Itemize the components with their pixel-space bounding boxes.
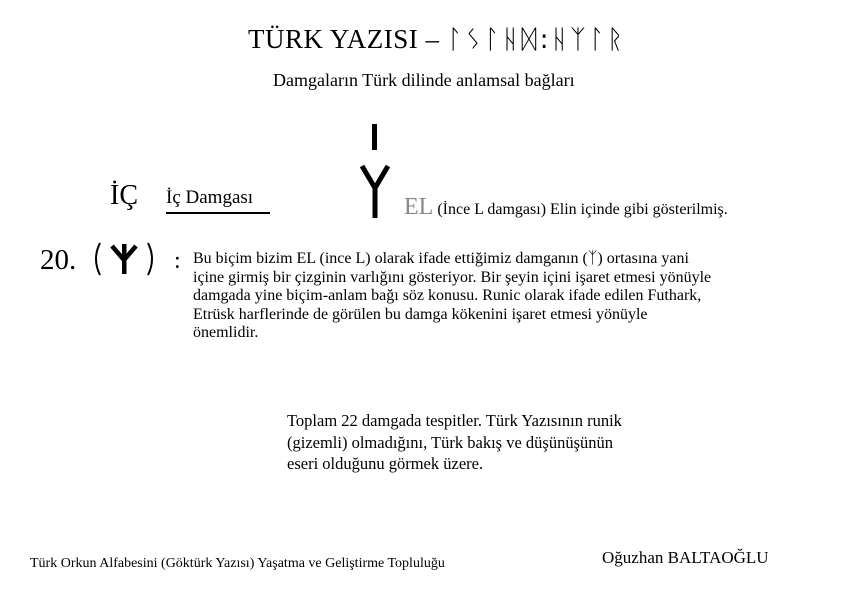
paragraph-line: damgada yine biçim-anlam bağı söz konusu. Runic olarak ifade edilen Futhark, [193, 287, 702, 304]
summary-line: (gizemli) olmadığını, Türk bakış ve düşünüşünün [287, 432, 613, 452]
damga-name: İç Damgası [166, 187, 254, 208]
page-title [248, 24, 626, 55]
trident-stem [122, 244, 127, 274]
trident-rune-icon [90, 238, 190, 280]
entry-word: İÇ [110, 180, 138, 211]
rune-bar [372, 124, 377, 150]
el-description-line [404, 194, 728, 221]
el-description: (İnce L damgası) Elin içinde gibi gösterilmiş. [433, 201, 728, 218]
entry-paragraph [193, 250, 833, 343]
entry-colon: : [174, 248, 181, 274]
paren-right [148, 243, 152, 275]
footer-author: Oğuzhan BALTAOĞLU [602, 548, 769, 567]
paragraph-line: önemlidir. [193, 324, 259, 341]
summary-text [287, 410, 622, 475]
rune-stem [373, 186, 378, 218]
el-rune-with-bar-icon [358, 122, 398, 222]
footer-organization: Türk Orkun Alfabesini (Göktürk Yazısı) Yaşatma ve Geliştirme Topluluğu [30, 556, 445, 571]
summary-line: Toplam 22 damgada tespitler. Türk Yazısının runik [287, 411, 622, 430]
page-subtitle: Damgaların Türk dilinde anlamsal bağları [273, 70, 575, 90]
rune-fork [362, 166, 388, 188]
title-text: TÜRK YAZISI – [248, 24, 447, 54]
paragraph-line: Bu biçim bizim EL (ince L) olarak ifade ettiğimiz damganın (ᛉ) ortasına yani [193, 250, 689, 267]
paragraph-line: içine girmiş bir çizginin varlığını gösteriyor. Bir şeyin içini işaret etmesi yönüyle [193, 268, 712, 286]
title-runes: ᛚᛊᛚᚺᛞ:ᚺᛉᛚᚱ [446, 25, 626, 55]
damga-name-underline [166, 212, 270, 214]
paren-left [96, 243, 100, 275]
paragraph-line: Etrüsk harflerinde de görülen bu damga kökenini işaret etmesi yönüyle [193, 305, 648, 323]
el-letters: EL [404, 194, 434, 220]
entry-number: 20. [40, 244, 77, 276]
summary-line: eseri olduğunu görmek üzere. [287, 454, 484, 473]
